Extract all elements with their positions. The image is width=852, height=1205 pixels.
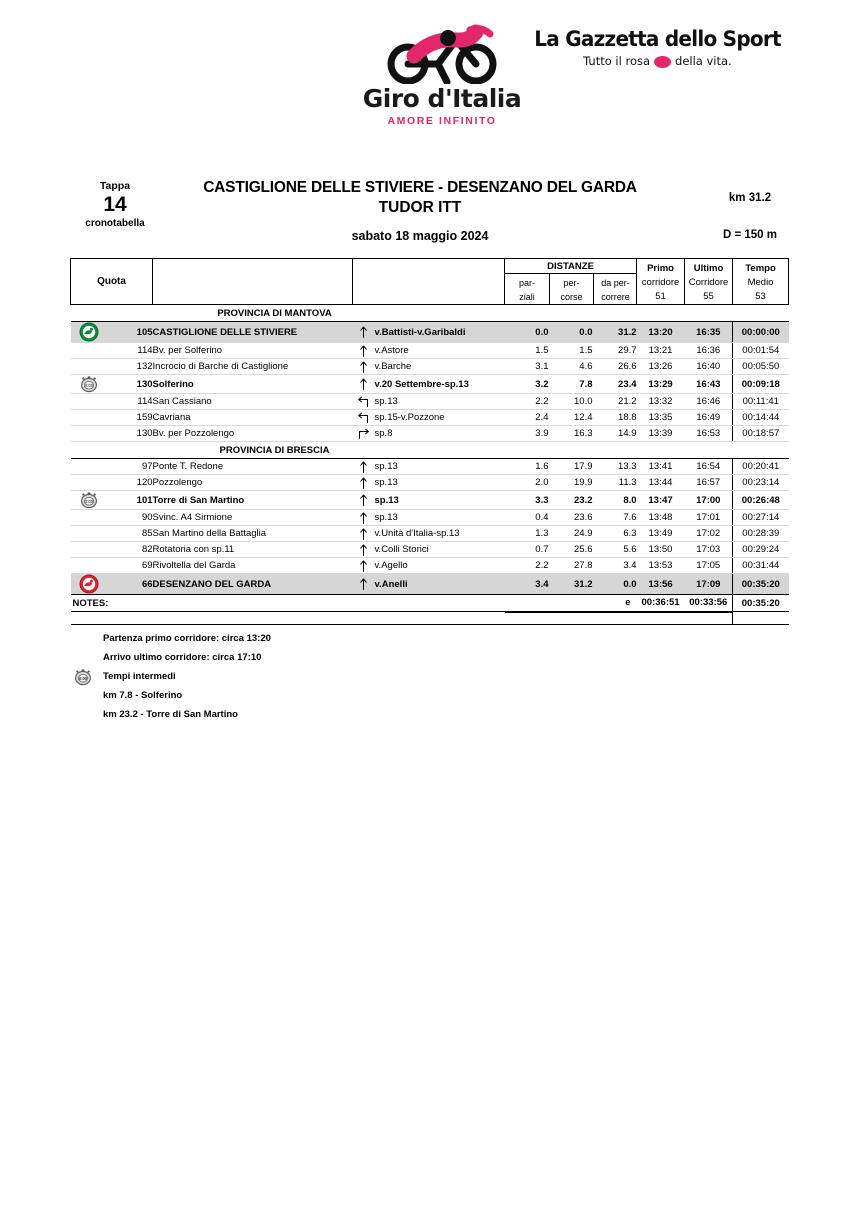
row-quota: 90 [107,510,153,526]
header-distanze-group [505,259,637,305]
finish-icon [79,574,99,594]
row-location: Svinc. A4 Sirmione [153,510,329,526]
province-header-row [71,442,789,459]
row-primo: 13:50 [637,542,685,558]
row-primo: 13:39 [637,426,685,442]
row-primo: 13:48 [637,510,685,526]
note-line [70,705,782,724]
row-road: sp.13 [375,491,505,510]
row-ultimo: 16:49 [685,410,733,426]
row-gap [329,526,353,542]
row-parziali: 1.5 [505,343,549,359]
table-row [71,426,789,442]
note-line [70,629,782,648]
row-quota: 105 [107,322,153,343]
header-primo-corridore: Primo corridore 51 [637,259,685,305]
table-row [71,475,789,491]
gazzetta-title: La Gazzetta dello Sport [534,27,781,52]
row-quota: 82 [107,542,153,558]
header-percorse: per- corse [549,274,593,304]
row-ultimo: 16:43 [685,375,733,394]
table-header-row [71,259,789,305]
table-row [71,526,789,542]
svg-text:0:00: 0:00 [84,498,93,504]
row-da-percorrere: 13.3 [593,459,637,475]
row-location: Bv. per Solferino [153,343,329,359]
row-primo: 13:41 [637,459,685,475]
tappa-sublabel: cronotabella [85,218,145,229]
stage-distance: km 31.2 [728,192,772,204]
row-direction [353,491,375,510]
row-da-percorrere: 26.6 [593,359,637,375]
stage-elevation: D = 150 m [722,229,778,241]
row-primo: 13:29 [637,375,685,394]
row-icon [71,542,107,558]
stage-date: sabato 18 maggio 2024 [351,229,489,243]
row-direction [353,375,375,394]
row-da-percorrere: 11.3 [593,475,637,491]
row-location: CASTIGLIONE DELLE STIVIERE [153,322,329,343]
row-percorse: 0.0 [549,322,593,343]
row-parziali: 2.2 [505,394,549,410]
row-road: v.Anelli [375,574,505,595]
row-ultimo: 17:02 [685,526,733,542]
row-quota: 159 [107,410,153,426]
row-primo: 13:20 [637,322,685,343]
row-gap [329,394,353,410]
row-gap [329,574,353,595]
table-row [71,459,789,475]
table-row [71,574,789,595]
row-medio: 00:00:00 [733,322,789,343]
row-icon [71,394,107,410]
row-road: sp.13 [375,510,505,526]
row-da-percorrere: 29.7 [593,343,637,359]
note-text: Partenza primo corridore: circa 13:20 [103,633,271,644]
arrow-turn-left-icon [357,412,370,424]
table-row [71,375,789,394]
row-ultimo: 17:09 [685,574,733,595]
rosa-dot-icon [654,56,671,68]
arrow-straight-icon [358,361,369,373]
row-percorse: 4.6 [549,359,593,375]
row-medio: 00:23:14 [733,475,789,491]
row-location: Bv. per Pozzolengo [153,426,329,442]
table-row [71,394,789,410]
row-location: Torre di San Martino [153,491,329,510]
row-quota: 97 [107,459,153,475]
row-parziali: 2.2 [505,558,549,574]
province-header-row [71,305,789,322]
row-percorse: 24.9 [549,526,593,542]
header-distanze-label: DISTANZE [505,259,636,274]
row-primo: 13:35 [637,410,685,426]
row-percorse: 12.4 [549,410,593,426]
row-direction [353,475,375,491]
row-percorse: 31.2 [549,574,593,595]
arrow-straight-icon [358,578,369,590]
table-row [71,322,789,343]
note-icon [73,668,93,687]
row-primo: 13:32 [637,394,685,410]
cronotabella-table-wrap [70,258,782,724]
stopwatch-icon [79,491,99,509]
gazzetta-tagline-right: della vita. [675,54,732,68]
giro-wordmark: Giro d'Italia [362,84,522,113]
row-gap [329,491,353,510]
row-gap [329,510,353,526]
row-medio: 00:01:54 [733,343,789,359]
row-medio: 00:26:48 [733,491,789,510]
row-icon [71,410,107,426]
stage-type-title: TUDOR ITT [378,199,462,216]
arrow-straight-icon [358,494,369,506]
row-parziali: 1.3 [505,526,549,542]
row-quota: 101 [107,491,153,510]
row-road: v.Colli Storici [375,542,505,558]
arrow-straight-icon [358,326,369,338]
row-gap [329,542,353,558]
row-direction [353,343,375,359]
gazzetta-logo [525,28,790,68]
arrow-straight-icon [358,560,369,572]
svg-text:0:00: 0:00 [78,676,88,682]
row-road: v.Barche [375,359,505,375]
row-parziali: 3.9 [505,426,549,442]
logo-bar [0,0,852,150]
totals-medio: 00:35:20 [733,595,789,612]
row-direction [353,426,375,442]
table-row [71,410,789,426]
note-text: Tempi intermedi [103,671,176,682]
table-row [71,510,789,526]
row-location: San Martino della Battaglia [153,526,329,542]
totals-spacer [153,595,505,612]
row-ultimo: 16:36 [685,343,733,359]
row-parziali: 3.1 [505,359,549,375]
row-ultimo: 17:00 [685,491,733,510]
row-parziali: 3.3 [505,491,549,510]
cronotabella-table [70,258,789,625]
table-row [71,558,789,574]
row-road: v.20 Settembre-sp.13 [375,375,505,394]
row-gap [329,426,353,442]
row-da-percorrere: 14.9 [593,426,637,442]
page-title [160,178,680,243]
giro-cyclist-icon [352,22,532,84]
row-primo: 13:26 [637,359,685,375]
row-icon [71,359,107,375]
row-icon [71,475,107,491]
row-quota: 130 [107,375,153,394]
province-label: PROVINCIA DI MANTOVA [71,305,789,322]
gazzetta-tagline [525,54,790,68]
row-medio: 00:18:57 [733,426,789,442]
row-medio: 00:05:50 [733,359,789,375]
row-road: v.Agello [375,558,505,574]
row-da-percorrere: 3.4 [593,558,637,574]
note-text: Arrivo ultimo corridore: circa 17:10 [103,652,262,663]
row-icon [71,491,107,510]
row-road: v.Unità d'Italia-sp.13 [375,526,505,542]
row-icon [71,322,107,343]
row-primo: 13:53 [637,558,685,574]
row-medio: 00:31:44 [733,558,789,574]
underline-left [71,612,733,625]
row-quota: 120 [107,475,153,491]
row-primo: 13:56 [637,574,685,595]
row-gap [329,322,353,343]
row-location: Rivoltella del Garda [153,558,329,574]
row-quota: 69 [107,558,153,574]
table-row [71,343,789,359]
row-direction [353,542,375,558]
row-ultimo: 16:53 [685,426,733,442]
row-parziali: 2.4 [505,410,549,426]
row-icon [71,558,107,574]
province-label: PROVINCIA DI BRESCIA [71,442,789,459]
svg-text:0:00: 0:00 [84,382,93,388]
row-gap [329,475,353,491]
row-ultimo: 16:40 [685,359,733,375]
row-direction [353,558,375,574]
row-parziali: 0.0 [505,322,549,343]
arrow-straight-icon [358,378,369,390]
row-medio: 00:14:44 [733,410,789,426]
header-dapercorrere: da per- correre [593,274,637,304]
header-quota: Quota [71,259,153,305]
row-ultimo: 16:35 [685,322,733,343]
gazzetta-tagline-left: Tutto il rosa [583,54,651,68]
row-road: sp.15-v.Pozzone [375,410,505,426]
row-icon [71,375,107,394]
row-icon [71,574,107,595]
row-ultimo: 16:46 [685,394,733,410]
row-road: v.Battisti-v.Garibaldi [375,322,505,343]
row-percorse: 7.8 [549,375,593,394]
row-location: Ponte T. Redone [153,459,329,475]
row-percorse: 16.3 [549,426,593,442]
row-direction [353,574,375,595]
row-road: sp.13 [375,394,505,410]
stage-number-block [70,180,160,229]
row-primo: 13:47 [637,491,685,510]
row-percorse: 10.0 [549,394,593,410]
stopwatch-icon [73,668,93,686]
arrow-straight-icon [358,345,369,357]
row-medio: 00:20:41 [733,459,789,475]
giro-tagline: AMORE INFINITO [387,115,497,127]
totals-primo: 00:36:51 [637,595,685,612]
row-medio: 00:29:24 [733,542,789,558]
row-da-percorrere: 0.0 [593,574,637,595]
row-icon [71,459,107,475]
giro-ditalia-logo [352,22,532,127]
notes-block [70,629,782,724]
row-ultimo: 16:57 [685,475,733,491]
row-road: v.Astore [375,343,505,359]
row-medio: 00:28:39 [733,526,789,542]
totals-ultimo: 00:33:56 [685,595,733,612]
totals-row [71,595,789,612]
row-location: Rotatoria con sp.11 [153,542,329,558]
row-primo: 13:44 [637,475,685,491]
note-line [70,667,782,686]
start-icon [79,322,99,342]
arrow-straight-icon [358,512,369,524]
note-text: km 23.2 - Torre di San Martino [103,709,238,720]
row-gap [329,343,353,359]
row-direction [353,322,375,343]
row-direction [353,410,375,426]
row-quota: 132 [107,359,153,375]
header-parziali: par- ziali [519,278,536,302]
row-icon [71,526,107,542]
row-road: sp.8 [375,426,505,442]
row-ultimo: 17:03 [685,542,733,558]
totals-underline-row [71,612,789,625]
row-location: DESENZANO DEL GARDA [153,574,329,595]
row-ultimo: 17:01 [685,510,733,526]
row-da-percorrere: 7.6 [593,510,637,526]
arrow-straight-icon [358,528,369,540]
stage-metrics [680,192,820,241]
row-quota: 114 [107,343,153,359]
row-medio: 00:09:18 [733,375,789,394]
table-row [71,491,789,510]
row-percorse: 23.2 [549,491,593,510]
note-text: km 7.8 - Solferino [103,690,183,701]
row-location: San Cassiano [153,394,329,410]
row-quota: 85 [107,526,153,542]
header-blank-loc [153,259,353,305]
row-parziali: 3.4 [505,574,549,595]
header-ultimo-corridore: Ultimo Corridore 55 [685,259,733,305]
stopwatch-icon [79,375,99,393]
arrow-straight-icon [358,461,369,473]
row-medio: 00:35:20 [733,574,789,595]
row-quota: 114 [107,394,153,410]
tappa-number: 14 [103,193,127,216]
row-da-percorrere: 8.0 [593,491,637,510]
row-ultimo: 16:54 [685,459,733,475]
totals-e: e [505,595,637,612]
row-percorse: 1.5 [549,343,593,359]
tappa-label: Tappa [99,180,131,192]
row-primo: 13:21 [637,343,685,359]
row-percorse: 25.6 [549,542,593,558]
row-location: Pozzolengo [153,475,329,491]
row-gap [329,410,353,426]
row-percorse: 23.6 [549,510,593,526]
row-direction [353,359,375,375]
stage-title-block [0,170,852,250]
row-gap [329,459,353,475]
row-da-percorrere: 5.6 [593,542,637,558]
notes-label: NOTES: [71,595,153,612]
table-body [71,305,789,595]
table-row [71,542,789,558]
arrow-straight-icon [358,544,369,556]
header-tempo-medio: Tempo Medio 53 [733,259,789,305]
row-icon [71,343,107,359]
note-line [70,686,782,705]
row-percorse: 17.9 [549,459,593,475]
row-quota: 66 [107,574,153,595]
row-da-percorrere: 6.3 [593,526,637,542]
stage-route-title: CASTIGLIONE DELLE STIVIERE - DESENZANO DEL GARDA [203,179,637,196]
row-location: Incrocio di Barche di Castiglione [153,359,329,375]
row-medio: 00:27:14 [733,510,789,526]
row-direction [353,459,375,475]
header-blank-road [353,259,505,305]
underline-medio [733,612,789,625]
row-parziali: 1.6 [505,459,549,475]
row-da-percorrere: 23.4 [593,375,637,394]
notes-list [70,629,782,724]
row-medio: 00:11:41 [733,394,789,410]
row-direction [353,394,375,410]
row-road: sp.13 [375,459,505,475]
row-primo: 13:49 [637,526,685,542]
arrow-straight-icon [358,477,369,489]
row-percorse: 19.9 [549,475,593,491]
row-gap [329,375,353,394]
row-icon [71,510,107,526]
row-parziali: 3.2 [505,375,549,394]
row-icon [71,426,107,442]
arrow-turn-left-icon [357,396,370,408]
row-location: Cavriana [153,410,329,426]
row-location: Solferino [153,375,329,394]
row-parziali: 2.0 [505,475,549,491]
row-gap [329,359,353,375]
row-gap [329,558,353,574]
row-quota: 130 [107,426,153,442]
row-da-percorrere: 31.2 [593,322,637,343]
arrow-turn-right-icon [357,428,370,440]
row-parziali: 0.4 [505,510,549,526]
note-line [70,648,782,667]
row-percorse: 27.8 [549,558,593,574]
row-parziali: 0.7 [505,542,549,558]
row-ultimo: 17:05 [685,558,733,574]
table-row [71,359,789,375]
row-da-percorrere: 21.2 [593,394,637,410]
row-da-percorrere: 18.8 [593,410,637,426]
row-direction [353,526,375,542]
row-road: sp.13 [375,475,505,491]
row-direction [353,510,375,526]
